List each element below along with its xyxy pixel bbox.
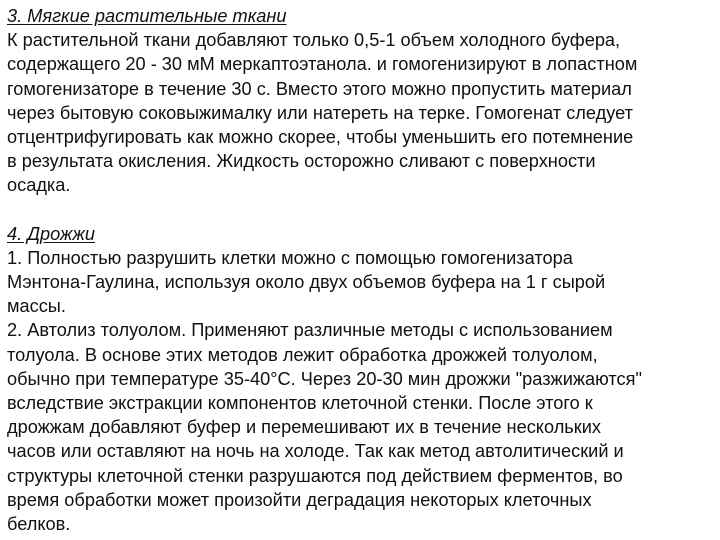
section-soft-plant-tissues [7, 4, 715, 198]
section-yeast [7, 222, 715, 536]
paragraph-line: отцентрифугировать как можно скорее, чтобы уменьшить его потемнение [7, 126, 634, 147]
paragraph-line: осадка. [7, 175, 71, 196]
paragraph-line: массы. [7, 296, 66, 317]
section-spacer [7, 198, 715, 222]
paragraph-line: часов или оставляют на ночь на холоде. Так как метод автолитический и [7, 441, 624, 462]
paragraph-line: содержащего 20 - 30 мМ меркаптоэтанола. и гомогенизируют в лопастном [7, 54, 638, 75]
paragraph-line: К растительной ткани добавляют только 0,5-1 объем холодного буфера, [7, 30, 621, 51]
section-heading-plant-tissues: 3. Мягкие растительные ткани [7, 6, 287, 26]
section-heading-yeast: 4. Дрожжи [7, 223, 95, 244]
paragraph-line: вследствие экстракции компонентов клеточной стенки. После этого к [7, 393, 593, 413]
paragraph-line: 2. Автолиз толуолом. Применяют различные методы с использованием [7, 320, 613, 341]
paragraph-line: Мэнтона-Гаулина, используя около двух объемов буфера на 1 г сырой [7, 272, 606, 293]
document-page [7, 4, 715, 536]
paragraph-line: в результата окисления. Жидкость осторожно сливают с поверхности [7, 151, 596, 172]
paragraph-line: 1. Полностью разрушить клетки можно с помощью гомогенизатора [7, 247, 573, 268]
paragraph-line: через бытовую соковыжималку или натереть на терке. Гомогенат следует [7, 102, 633, 123]
paragraph-line: обычно при температуре 35-40°С. Через 20-30 мин дрожжи "разжижаются" [7, 368, 642, 389]
paragraph-line: толуола. В основе этих методов лежит обработка дрожжей толуолом, [7, 344, 598, 365]
paragraph-line: время обработки может произойти деградация некоторых клеточных [7, 489, 592, 510]
paragraph-line: дрожжам добавляют буфер и перемешивают их в течение нескольких [7, 417, 601, 438]
paragraph-line: белков. [7, 513, 71, 534]
paragraph-line: гомогенизаторе в течение 30 с. Вместо этого можно пропустить материал [7, 78, 632, 99]
paragraph-line: структуры клеточной стенки разрушаются под действием ферментов, во [7, 465, 623, 486]
